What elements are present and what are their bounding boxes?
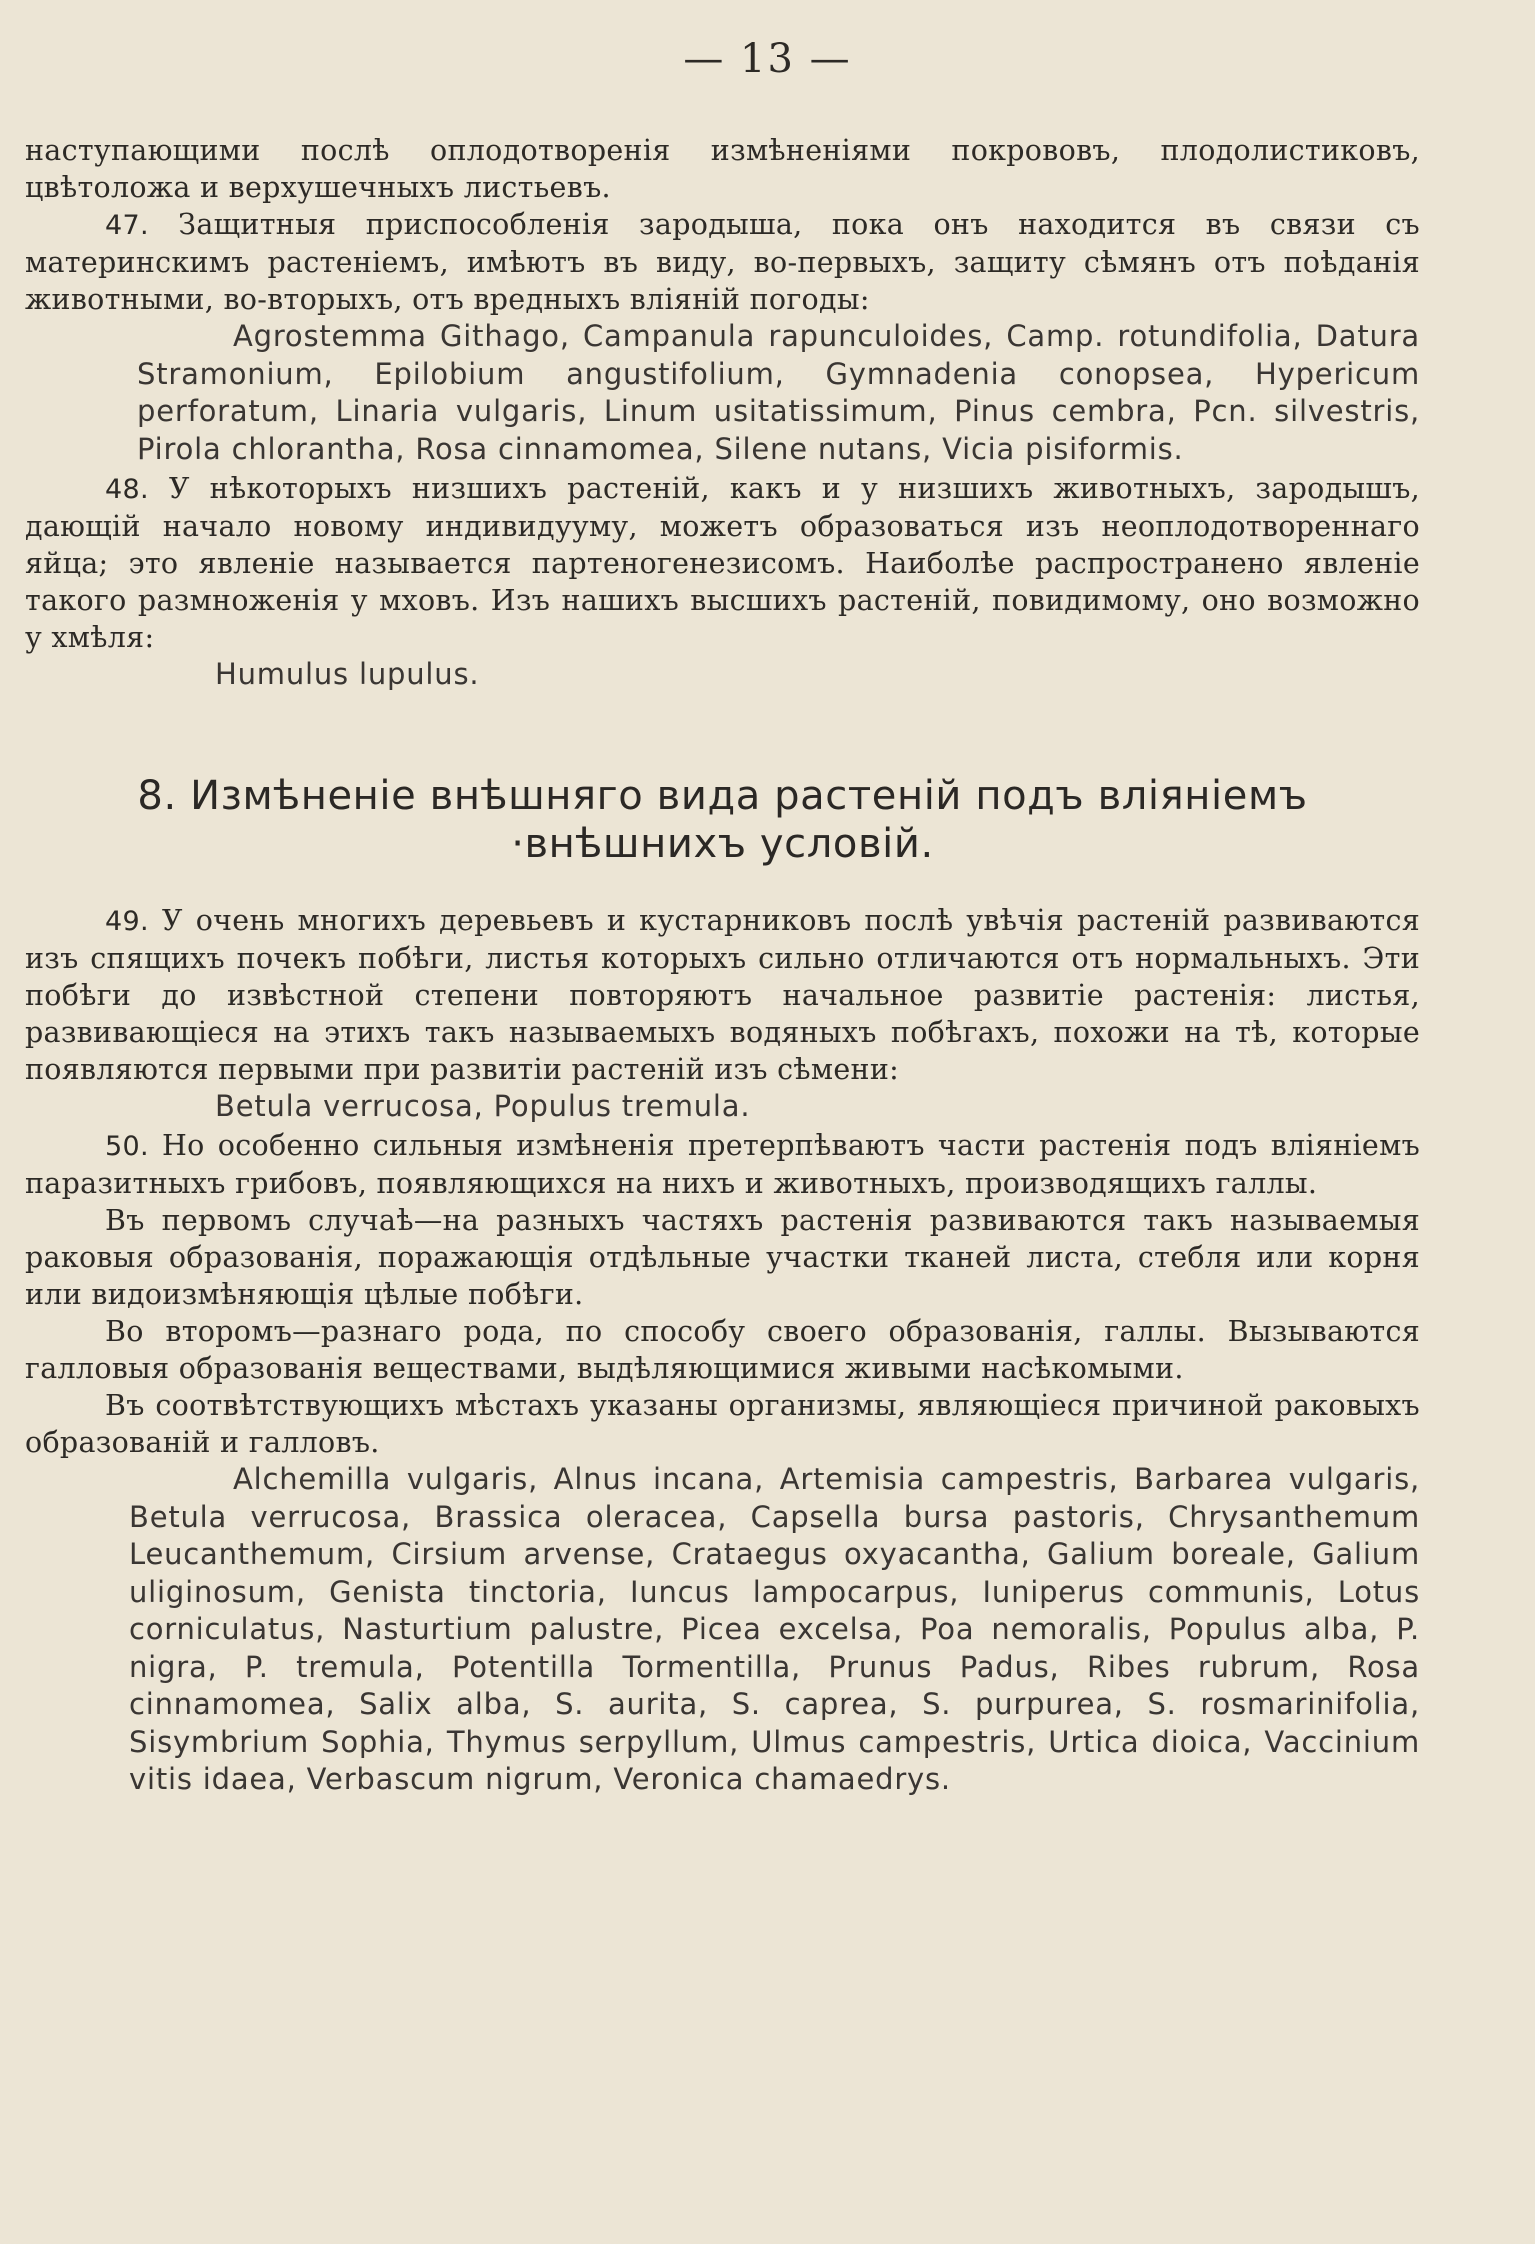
- paragraph-50-note: Въ соотвѣтствующихъ мѣстахъ указаны организмы, являющіеся причиной раковыхъ образованій и галловъ.: [25, 1389, 1420, 1459]
- page-number: — 13 —: [683, 36, 852, 82]
- paragraph-49: [25, 902, 1420, 1088]
- paragraph-text: Но особенно сильныя измѣненія претерпѣваютъ части растенія подъ вліяніемъ паразитныхъ грибовъ, появляющихся на нихъ и животныхъ, производящихъ галлы.: [25, 1129, 1420, 1200]
- paragraph-text: Защитныя приспособленія зародыша, пока онъ находится въ связи съ материнскимъ растеніемъ, имѣютъ въ виду, во-первыхъ, защиту сѣмянъ отъ поѣданія животными, во-вторыхъ, отъ вредныхъ вліяній погоды:: [25, 208, 1420, 316]
- paragraph-number: 47.: [105, 210, 149, 241]
- paragraph-number: 49.: [105, 905, 149, 937]
- paragraph-50-second-case: Во второмъ—разнаго рода, по способу своего образованія, галлы. Вызываются галловыя образованія веществами, выдѣляющимися живыми насѣкомыми.: [25, 1315, 1420, 1385]
- species-list-47: Agrostemma Githago, Campanula rapunculoides, Camp. rotundifolia, Datura Stramonium, Epilobium angustifolium, Gymnadenia conopsea, Hypericum perforatum, Linaria vulgaris, Linum usitatissimum, Pinus cembra, Pcn. silvestris, Pirola chlorantha, Rosa cinnamomea, Silene nutans, Vicia pisiformis.: [137, 319, 1420, 466]
- paragraph-47: [25, 206, 1420, 318]
- paragraph-text: У нѣкоторыхъ низшихъ растеній, какъ и у низшихъ животныхъ, зародышъ, дающій начало новому индивидууму, можетъ образоваться изъ неоплодотвореннаго яйца; это явленіе называется партеногенезисомъ. Наиболѣе распространено явленіе такого размноженія у мховъ. Изъ нашихъ высшихъ растеній, повидимому, оно возможно у хмѣля:: [25, 472, 1420, 654]
- species-list-50: Alchemilla vulgaris, Alnus incana, Artemisia campestris, Barbarea vulgaris, Betula verrucosa, Brassica oleracea, Capsella bursa pastoris, Chrysanthemum Leucanthemum, Cirsium arvense, Crataegus oxyacantha, Galium boreale, Galium uliginosum, Genista tinctoria, Iuncus lampocarpus, Iuniperus communis, Lotus corniculatus, Nasturtium palustre, Picea excelsa, Poa nemoralis, Populus alba, P. nigra, P. tremula, Potentilla Tormentilla, Prunus Padus, Ribes rubrum, Rosa cinnamomea, Salix alba, S. aurita, S. caprea, S. purpurea, S. rosmarinifolia, Sisymbrium Sophia, Thymus serpyllum, Ulmus campestris, Urtica dioica, Vaccinium vitis idaea, Verbascum nigrum, Veronica chamaedrys.: [129, 1462, 1420, 1796]
- paragraph-48: [25, 470, 1420, 656]
- species-list-49: Betula verrucosa, Populus tremula.: [215, 1088, 751, 1123]
- paragraph-number: 50.: [105, 1131, 149, 1162]
- paragraph-continuation: наступающими послѣ оплодотворенія измѣненіями покрововъ, плодолистиковъ, цвѣтоложа и верхушечныхъ листьевъ.: [25, 134, 1420, 204]
- paragraph-text: У очень многихъ деревьевъ и кустарниковъ послѣ увѣчія растеній развиваются изъ спящихъ почекъ побѣги, листья которыхъ сильно отличаются отъ нормальныхъ. Эти побѣги до извѣстной степени повторяютъ начальное развитіе растенія: листья, развивающіеся на этихъ такъ называемыхъ водяныхъ побѣгахъ, похожи на тѣ, которые появляются первыми при развитіи растеній изъ сѣмени:: [25, 903, 1420, 1086]
- paragraph-number: 48.: [105, 474, 149, 505]
- species-list-48: Humulus lupulus.: [215, 657, 480, 691]
- paragraph-50: [25, 1127, 1420, 1202]
- paragraph-50-first-case: Въ первомъ случаѣ—на разныхъ частяхъ растенія развиваются такъ называемыя раковыя образованія, поражающія отдѣльные участки тканей листа, стебля или корня или видоизмѣняющія цѣлые побѣги.: [25, 1204, 1420, 1311]
- page-body: [25, 132, 1420, 1799]
- section-heading: [25, 772, 1420, 868]
- section-heading-line-2: ·внѣшнихъ условій.: [511, 820, 934, 867]
- section-heading-line-1: 8. Измѣненіе внѣшняго вида растеній подъ вліяніемъ: [137, 772, 1308, 819]
